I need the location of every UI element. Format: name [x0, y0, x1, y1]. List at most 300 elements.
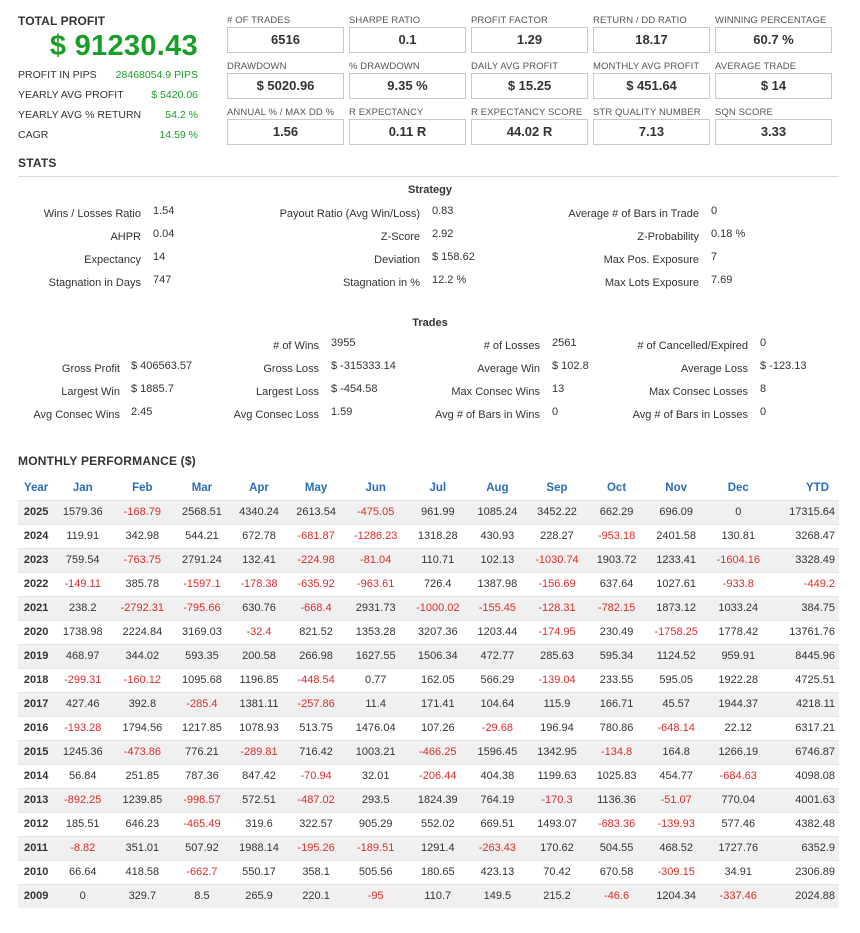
table-cell: 130.81 — [721, 530, 756, 542]
table-cell: 13761.76 — [789, 626, 835, 638]
table-cell: -475.05 — [357, 506, 395, 518]
table-cell: -156.69 — [538, 578, 576, 590]
summary-panel — [18, 14, 198, 145]
total-profit-value: $ 91230.43 — [49, 30, 198, 62]
table-cell: 344.02 — [125, 650, 160, 662]
table-cell: 637.64 — [599, 578, 634, 590]
table-cell: 265.9 — [245, 890, 273, 903]
table-row — [18, 788, 839, 812]
table-cell: 4001.63 — [795, 794, 835, 806]
metric-value: 0.11 R — [349, 119, 466, 145]
table-cell: -1030.74 — [535, 554, 579, 566]
table-cell: -782.15 — [597, 602, 636, 614]
table-cell: 164.8 — [662, 746, 690, 758]
metric-value: $ 5020.96 — [227, 73, 344, 99]
table-cell: 115.9 — [543, 698, 571, 710]
stat-label: Avg # of Bars in Losses — [632, 409, 748, 421]
table-cell: 385.78 — [125, 578, 160, 590]
table-row — [18, 524, 839, 548]
table-cell: -139.93 — [657, 818, 695, 830]
column-header: Oct — [606, 481, 627, 494]
table-cell: 1988.14 — [239, 842, 279, 854]
table-cell: 200.58 — [242, 650, 276, 662]
stat-value: $ -454.58 — [331, 383, 378, 395]
table-cell: 233.55 — [599, 674, 634, 686]
table-cell: -648.14 — [657, 722, 695, 734]
year-cell: 2018 — [23, 674, 49, 686]
table-cell: 468.97 — [65, 650, 100, 662]
table-cell: 646.23 — [125, 818, 160, 830]
table-cell: -70.94 — [300, 770, 332, 782]
metric-card — [471, 15, 588, 61]
stat-value: 2.92 — [432, 228, 454, 240]
table-cell: 726.4 — [424, 578, 452, 590]
stat-value: 0.83 — [432, 205, 454, 217]
metric-value: 6516 — [227, 27, 344, 53]
table-cell: 1266.19 — [718, 746, 759, 758]
metric-label: R EXPECTANCY — [349, 107, 424, 118]
table-cell: 1944.37 — [718, 698, 759, 710]
table-cell: 595.34 — [599, 650, 634, 662]
table-cell: 285.63 — [540, 650, 574, 662]
stat-value: $ 102.8 — [552, 360, 589, 372]
table-cell: 764.19 — [480, 794, 515, 806]
table-cell: 171.41 — [420, 698, 455, 710]
year-cell: 2019 — [23, 650, 49, 662]
table-cell: 45.57 — [662, 698, 690, 710]
stat-value: 7.69 — [711, 274, 733, 286]
table-cell: 454.77 — [659, 770, 693, 782]
trades-title: Trades — [412, 317, 448, 329]
table-cell: 404.38 — [480, 770, 515, 782]
table-cell: 2306.89 — [795, 866, 835, 878]
summary-row-label: YEARLY AVG PROFIT — [18, 89, 124, 101]
table-cell: 776.21 — [185, 746, 219, 758]
table-cell: 1627.55 — [355, 650, 396, 662]
table-cell: 329.7 — [128, 890, 157, 903]
table-cell: 1078.93 — [239, 722, 279, 734]
table-cell: 3207.36 — [417, 626, 458, 638]
table-cell: 2791.24 — [182, 554, 222, 566]
metric-label: DRAWDOWN — [227, 61, 287, 72]
stat-value: $ -123.13 — [760, 360, 807, 372]
metric-card — [227, 15, 344, 61]
stat-label: Gross Profit — [61, 363, 120, 375]
table-cell: -763.75 — [123, 554, 161, 566]
table-cell: 566.29 — [480, 674, 515, 686]
table-cell: 759.54 — [65, 554, 100, 566]
table-cell: -683.36 — [597, 818, 636, 830]
table-cell: 11.4 — [365, 698, 386, 710]
stat-label: # of Losses — [483, 340, 540, 352]
stat-label: Avg Consec Loss — [233, 409, 319, 421]
table-cell: -178.38 — [240, 578, 278, 590]
table-cell: 119.91 — [66, 530, 100, 542]
metric-card — [715, 61, 832, 107]
metric-label: # OF TRADES — [227, 15, 291, 26]
table-cell: 504.55 — [599, 842, 634, 854]
stat-label: Max Lots Exposure — [604, 277, 699, 289]
strategy-title: Strategy — [407, 184, 453, 196]
table-cell: 6352.9 — [801, 842, 835, 854]
metric-value: 3.33 — [715, 119, 832, 145]
table-row — [18, 548, 839, 572]
metric-value: 60.7 % — [715, 27, 832, 53]
table-cell: -257.86 — [297, 698, 335, 710]
table-cell: 1217.85 — [182, 722, 222, 734]
table-cell: -1286.23 — [353, 530, 398, 542]
table-cell: -309.15 — [657, 866, 695, 878]
table-cell: 0.77 — [364, 674, 387, 686]
table-cell: 1824.39 — [417, 794, 458, 806]
table-cell: 107.26 — [420, 722, 455, 734]
stat-label: Gross Loss — [263, 363, 319, 375]
stat-value: $ 406563.57 — [131, 360, 193, 372]
table-cell: 22.12 — [724, 722, 753, 734]
table-row — [18, 644, 839, 668]
table-row — [18, 692, 839, 716]
table-cell: 1291.4 — [420, 842, 455, 854]
table-cell: 1873.12 — [656, 602, 697, 614]
stat-value: 0 — [760, 406, 767, 418]
stat-value: 0 — [711, 205, 718, 217]
table-cell: 472.77 — [480, 650, 515, 662]
metric-value: $ 14 — [715, 73, 832, 99]
table-cell: 1903.72 — [596, 554, 637, 566]
metric-label: WINNING PERCENTAGE — [715, 15, 827, 26]
table-cell: 185.51 — [65, 818, 100, 830]
table-cell: 3268.47 — [795, 530, 835, 542]
year-cell: 2023 — [23, 554, 49, 566]
stat-label: AHPR — [110, 231, 141, 243]
table-cell: 2568.51 — [182, 506, 222, 518]
stat-value: 0.18 % — [711, 228, 746, 240]
table-cell: -263.43 — [478, 842, 517, 854]
table-cell: 2931.73 — [355, 602, 396, 614]
metric-label: STR QUALITY NUMBER — [593, 107, 701, 118]
table-cell: 34.91 — [724, 866, 753, 878]
table-cell: 1003.21 — [355, 746, 396, 758]
table-cell: 251.85 — [125, 770, 160, 782]
table-cell: -1758.25 — [654, 626, 698, 638]
column-header: May — [304, 481, 328, 494]
table-cell: -134.8 — [600, 746, 633, 758]
table-cell: -635.92 — [297, 578, 335, 590]
table-cell: 1381.11 — [239, 698, 279, 710]
metric-card — [471, 61, 588, 107]
table-cell: 670.58 — [599, 866, 634, 878]
metric-label: SHARPE RATIO — [349, 15, 421, 26]
table-cell: -892.25 — [64, 794, 102, 806]
table-cell: 4725.51 — [795, 674, 835, 686]
table-cell: 166.71 — [599, 698, 634, 710]
table-cell: -95 — [367, 890, 384, 903]
year-cell: 2017 — [23, 698, 49, 710]
monthly-title: MONTHLY PERFORMANCE ($) — [18, 454, 196, 468]
table-cell: -487.02 — [297, 794, 335, 806]
stat-value: $ 158.62 — [432, 251, 475, 263]
column-header: Jul — [429, 481, 447, 494]
table-cell: 56.84 — [68, 770, 97, 782]
stat-label: Avg Consec Wins — [33, 409, 120, 421]
table-cell: 384.75 — [801, 602, 835, 614]
table-cell: 1353.28 — [355, 626, 396, 638]
table-cell: 66.64 — [68, 866, 97, 878]
table-cell: -953.18 — [597, 530, 636, 542]
table-cell: -466.25 — [419, 746, 457, 758]
table-cell: 847.42 — [242, 770, 276, 782]
table-cell: -160.12 — [123, 674, 161, 686]
table-cell: -195.26 — [297, 842, 335, 854]
stat-label: Stagnation in % — [342, 277, 420, 289]
table-cell: -795.66 — [183, 602, 221, 614]
stat-value: 14 — [153, 251, 166, 263]
table-cell: 505.56 — [358, 866, 393, 878]
table-cell: 1579.36 — [62, 506, 103, 518]
summary-row-value: 14.59 % — [159, 129, 198, 141]
stat-value: 7 — [711, 251, 718, 263]
table-cell: -8.82 — [70, 842, 96, 854]
stat-value: 8 — [760, 383, 767, 395]
year-cell: 2009 — [23, 890, 49, 903]
table-cell: -662.7 — [186, 866, 218, 878]
table-cell: 1095.68 — [182, 674, 222, 686]
summary-row — [18, 125, 198, 145]
table-cell: -168.79 — [123, 506, 161, 518]
table-cell: 468.52 — [659, 842, 693, 854]
table-cell: 716.42 — [299, 746, 333, 758]
table-cell: -668.4 — [300, 602, 332, 614]
table-cell: 110.7 — [424, 890, 452, 903]
table-cell: 630.76 — [242, 602, 276, 614]
table-cell: 170.62 — [540, 842, 574, 854]
table-cell: 427.46 — [65, 698, 100, 710]
metric-label: SQN SCORE — [715, 107, 773, 118]
table-cell: 1025.83 — [596, 770, 637, 782]
table-cell: 1318.28 — [417, 530, 458, 542]
metric-label: MONTHLY AVG PROFIT — [593, 61, 700, 72]
table-cell: 1342.95 — [537, 746, 577, 758]
table-row — [18, 596, 839, 620]
stat-label: Deviation — [374, 254, 420, 266]
stat-value: 747 — [153, 274, 172, 286]
table-cell: -1597.1 — [183, 578, 221, 590]
table-cell: 17315.64 — [789, 506, 835, 518]
table-cell: 220.1 — [302, 890, 330, 903]
table-cell: 513.75 — [299, 722, 333, 734]
table-cell: -998.57 — [183, 794, 221, 806]
metric-card — [593, 61, 710, 107]
metric-card — [349, 107, 466, 153]
column-header: Sep — [546, 481, 568, 494]
column-header: Jun — [365, 481, 386, 494]
table-cell: 672.78 — [242, 530, 276, 542]
total-profit-label: TOTAL PROFIT — [18, 14, 106, 28]
column-header: Aug — [486, 481, 509, 494]
table-cell: 293.5 — [361, 794, 390, 806]
stat-value: 0 — [552, 406, 559, 418]
table-cell: 1794.56 — [122, 722, 163, 734]
table-cell: 669.51 — [480, 818, 515, 830]
summary-row-label: PROFIT IN PIPS — [18, 69, 97, 81]
table-cell: 162.05 — [420, 674, 455, 686]
metric-label: RETURN / DD RATIO — [593, 15, 687, 26]
table-cell: 3452.22 — [537, 506, 577, 518]
table-cell: 1738.98 — [62, 626, 103, 638]
metric-card — [227, 61, 344, 107]
table-cell: 266.98 — [299, 650, 333, 662]
table-cell: -449.2 — [803, 578, 835, 590]
table-row — [18, 716, 839, 740]
table-cell: 132.41 — [242, 554, 276, 566]
column-header: Mar — [191, 481, 213, 494]
table-cell: 4218.11 — [796, 698, 835, 710]
year-cell: 2013 — [23, 794, 49, 806]
stat-label: Max Pos. Exposure — [603, 254, 699, 266]
metric-card — [593, 15, 710, 61]
table-cell: -337.46 — [719, 890, 757, 903]
metric-label: PROFIT FACTOR — [471, 15, 548, 26]
year-cell: 2025 — [23, 506, 49, 518]
table-cell: 780.86 — [599, 722, 634, 734]
stat-value: 1.59 — [331, 406, 353, 418]
table-cell: 1239.85 — [122, 794, 163, 806]
table-cell: 1203.44 — [477, 626, 518, 638]
table-cell: -473.86 — [123, 746, 161, 758]
table-cell: 1136.36 — [597, 794, 637, 806]
metric-value: 44.02 R — [471, 119, 588, 145]
summary-row — [18, 85, 198, 105]
table-cell: -155.45 — [478, 602, 517, 614]
stat-label: Largest Loss — [256, 386, 319, 398]
metric-card — [593, 107, 710, 153]
table-cell: 322.57 — [299, 818, 333, 830]
table-cell: -1604.16 — [716, 554, 760, 566]
summary-row-value: 54.2 % — [165, 109, 198, 121]
table-cell: -32.4 — [246, 626, 272, 638]
table-cell: -29.68 — [481, 722, 513, 734]
metric-value: $ 15.25 — [471, 73, 588, 99]
table-cell: 544.21 — [185, 530, 219, 542]
metrics-panel — [227, 15, 837, 153]
table-cell: 102.13 — [480, 554, 515, 566]
table-cell: 1196.85 — [239, 674, 279, 686]
stat-label: Average # of Bars in Trade — [568, 208, 699, 220]
metric-card — [349, 61, 466, 107]
table-row — [18, 620, 839, 644]
table-cell: 1199.63 — [537, 770, 577, 782]
table-cell: -933.8 — [722, 578, 754, 590]
year-cell: 2024 — [23, 530, 49, 542]
table-cell: 8445.96 — [795, 650, 835, 662]
table-row — [18, 860, 839, 884]
table-cell: 787.36 — [185, 770, 219, 782]
table-cell: 595.05 — [659, 674, 693, 686]
table-cell: 230.49 — [599, 626, 634, 638]
table-cell: 1922.28 — [718, 674, 759, 686]
table-cell: -299.31 — [64, 674, 102, 686]
table-cell: -174.95 — [538, 626, 576, 638]
metric-value: 7.13 — [593, 119, 710, 145]
table-cell: -289.81 — [240, 746, 278, 758]
table-cell: 180.65 — [420, 866, 455, 878]
table-cell: 1085.24 — [477, 506, 518, 518]
table-cell: 696.09 — [659, 506, 693, 518]
table-cell: 6317.21 — [795, 722, 835, 734]
table-cell: 238.2 — [68, 602, 97, 614]
summary-row — [18, 105, 198, 125]
summary-row-value: $ 5420.06 — [151, 89, 198, 101]
stat-value: 12.2 % — [432, 274, 467, 286]
stats-divider — [18, 176, 839, 177]
metric-value: $ 451.64 — [593, 73, 710, 99]
table-cell: 1778.42 — [718, 626, 759, 638]
year-cell: 2022 — [23, 578, 49, 590]
table-cell: 770.04 — [721, 794, 756, 806]
table-cell: -224.98 — [297, 554, 335, 566]
stat-value: 2.45 — [131, 406, 153, 418]
table-cell: 550.17 — [242, 866, 276, 878]
column-header: Nov — [665, 481, 688, 494]
table-cell: 1033.24 — [718, 602, 759, 614]
table-cell: 4382.48 — [795, 818, 835, 830]
stat-label: # of Cancelled/Expired — [637, 340, 748, 352]
table-cell: 418.58 — [125, 866, 160, 878]
table-cell: 959.91 — [721, 650, 756, 662]
column-header: YTD — [806, 481, 829, 494]
table-cell: 2024.88 — [795, 890, 835, 903]
table-row — [18, 500, 839, 524]
table-cell: 32.01 — [361, 770, 390, 782]
table-cell: 577.46 — [721, 818, 756, 830]
table-row — [18, 764, 839, 788]
table-row — [18, 836, 839, 860]
table-cell: -189.51 — [357, 842, 395, 854]
stat-value: $ 1885.7 — [131, 383, 174, 395]
metric-card — [349, 15, 466, 61]
table-cell: 392.8 — [128, 698, 157, 710]
table-cell: -684.63 — [719, 770, 757, 782]
table-cell: -139.04 — [538, 674, 576, 686]
table-cell: 1493.07 — [537, 818, 577, 830]
stat-value: $ -315333.14 — [331, 360, 396, 372]
table-cell: -81.04 — [360, 554, 392, 566]
table-cell: 423.13 — [480, 866, 515, 878]
table-row — [18, 884, 839, 908]
table-cell: 1727.76 — [718, 842, 759, 854]
table-cell: 319.6 — [245, 818, 273, 830]
table-cell: 4340.24 — [239, 506, 279, 518]
table-row — [18, 668, 839, 692]
table-cell: 1204.34 — [656, 890, 697, 903]
stat-label: # of Wins — [273, 340, 319, 352]
stat-label: Z-Score — [380, 231, 420, 243]
table-cell: 961.99 — [420, 506, 455, 518]
stat-label: Payout Ratio (Avg Win/Loss) — [279, 208, 420, 220]
table-cell: 593.35 — [185, 650, 219, 662]
table-cell: -1000.02 — [416, 602, 460, 614]
stat-value: 13 — [552, 383, 565, 395]
table-cell: 507.92 — [185, 842, 219, 854]
year-cell: 2020 — [23, 626, 49, 638]
stat-value: 2561 — [552, 337, 577, 349]
table-cell: -170.3 — [541, 794, 573, 806]
metric-value: 9.35 % — [349, 73, 466, 99]
table-body — [18, 500, 839, 908]
table-cell: 8.5 — [194, 890, 210, 903]
table-cell: -206.44 — [419, 770, 457, 782]
table-cell: 3328.49 — [795, 554, 835, 566]
